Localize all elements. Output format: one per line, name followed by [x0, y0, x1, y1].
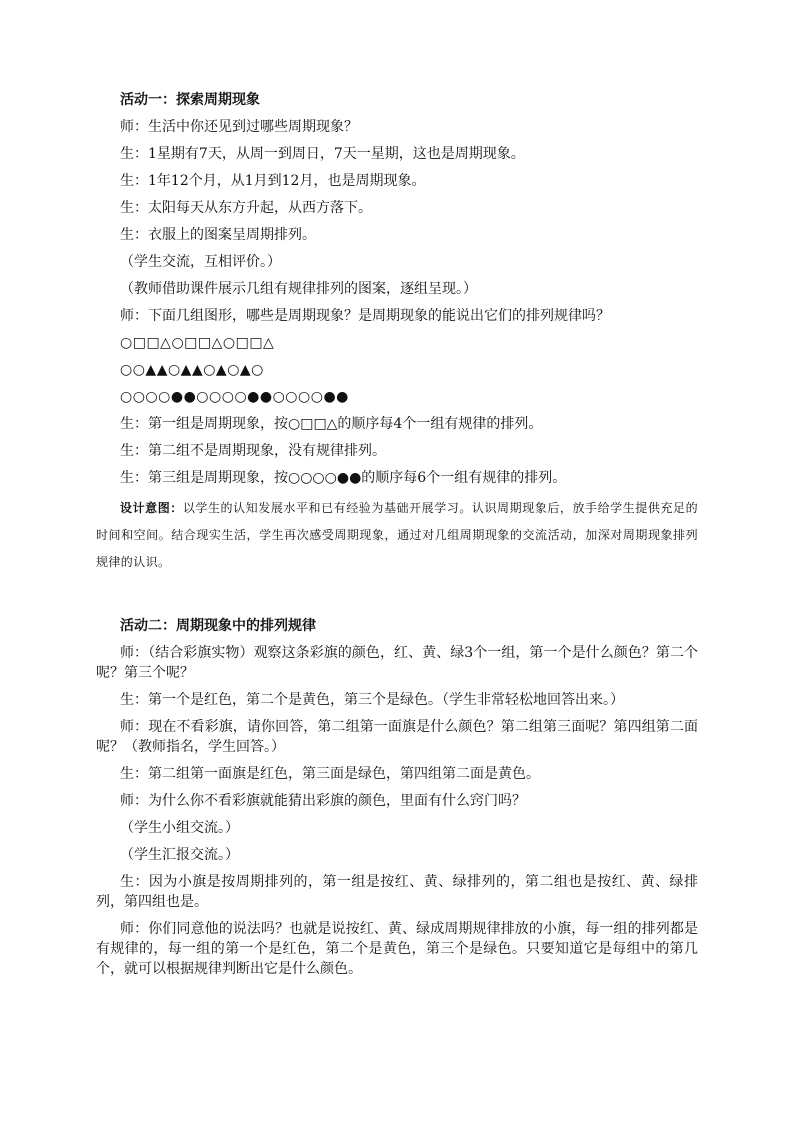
dialogue-line: 生：1星期有7天，从周一到周日，7天一星期，这也是周期现象。	[120, 146, 525, 162]
dialogue-line: 师：为什么你不看彩旗就能猜出彩旗的颜色，里面有什么窍门吗？	[120, 793, 526, 809]
dialogue-line: （学生小组交流。）	[120, 820, 239, 836]
dialogue-line: （教师借助课件展示几组有规律排列的图案，逐组呈现。）	[120, 281, 477, 297]
dialogue-line: 师：你们同意他的说法吗？也就是说按红、黄、绿成周期规律排放的小旗，每一组的排列都是有规律的，每一组的第一个是红色，第二个是黄色，第三个是绿色。只要知道它是每组中的第几个，就可以根据规律判断出它是什么颜色。	[96, 921, 698, 977]
dialogue-line: （学生汇报交流。）	[120, 847, 239, 863]
dialogue-line: 生：1年12个月，从1月到12月，也是周期现象。	[120, 173, 426, 189]
activity2-title: 活动二：周期现象中的排列规律	[120, 618, 316, 634]
shape-row-3: ○○○○●●○○○○●●○○○○●●	[120, 389, 349, 405]
dialogue-line: 师：生活中你还见到过哪些周期现象？	[120, 119, 358, 135]
dialogue-line: （学生交流，互相评价。）	[120, 254, 281, 270]
design-intent-label: 设计意图：	[120, 501, 183, 515]
dialogue-line: 生：因为小旗是按周期排列的，第一组是按红、黄、绿排列的，第二组也是按红、黄、绿排列，第四组也是。	[96, 874, 698, 910]
dialogue-line: 生：太阳每天从东方升起，从西方落下。	[120, 200, 372, 216]
dialogue-line: 生：第一个是红色，第二个是黄色，第三个是绿色。（学生非常轻松地回答出来。）	[120, 692, 624, 708]
lesson-content	[96, 90, 698, 986]
design-intent	[96, 495, 698, 576]
dialogue-line: 生：第二组第一面旗是红色，第三面是绿色，第四组第二面是黄色。	[120, 766, 540, 782]
activity1-title: 活动一：探索周期现象	[120, 92, 260, 108]
dialogue-line: 师：（结合彩旗实物）观察这条彩旗的颜色，红、黄、绿3个一组，第一个是什么颜色？第二个呢？第三个呢？	[96, 645, 698, 681]
answer-line: 生：第一组是周期现象，按○□□△的顺序每4个一组有规律的排列。	[120, 416, 543, 432]
dialogue-line: 师：现在不看彩旗，请你回答，第二组第一面旗是什么颜色？第二组第三面呢？第四组第二面呢？（教师指名，学生回答。）	[96, 719, 698, 755]
shape-row-1: ○□□△○□□△○□□△	[120, 335, 275, 351]
dialogue-line: 师：下面几组图形，哪些是周期现象？是周期现象的能说出它们的排列规律吗？	[120, 308, 610, 324]
dialogue-line: 生：衣服上的图案呈周期排列。	[120, 227, 316, 243]
answer-line: 生：第二组不是周期现象，没有规律排列。	[120, 443, 386, 459]
shape-row-2: ○○▲▲○▲▲○▲○▲○	[120, 362, 264, 378]
answer-line: 生：第三组是周期现象，按○○○○●●的顺序每6个一组有规律的排列。	[120, 470, 567, 486]
design-intent-text: 以学生的认知发展水平和已有经验为基础开展学习。认识周期现象后，放手给学生提供充足的时间和空间。结合现实生活，学生再次感受周期现象，通过对几组周期现象的交流活动，加深对周期现象排列规律的认识。	[96, 501, 698, 569]
